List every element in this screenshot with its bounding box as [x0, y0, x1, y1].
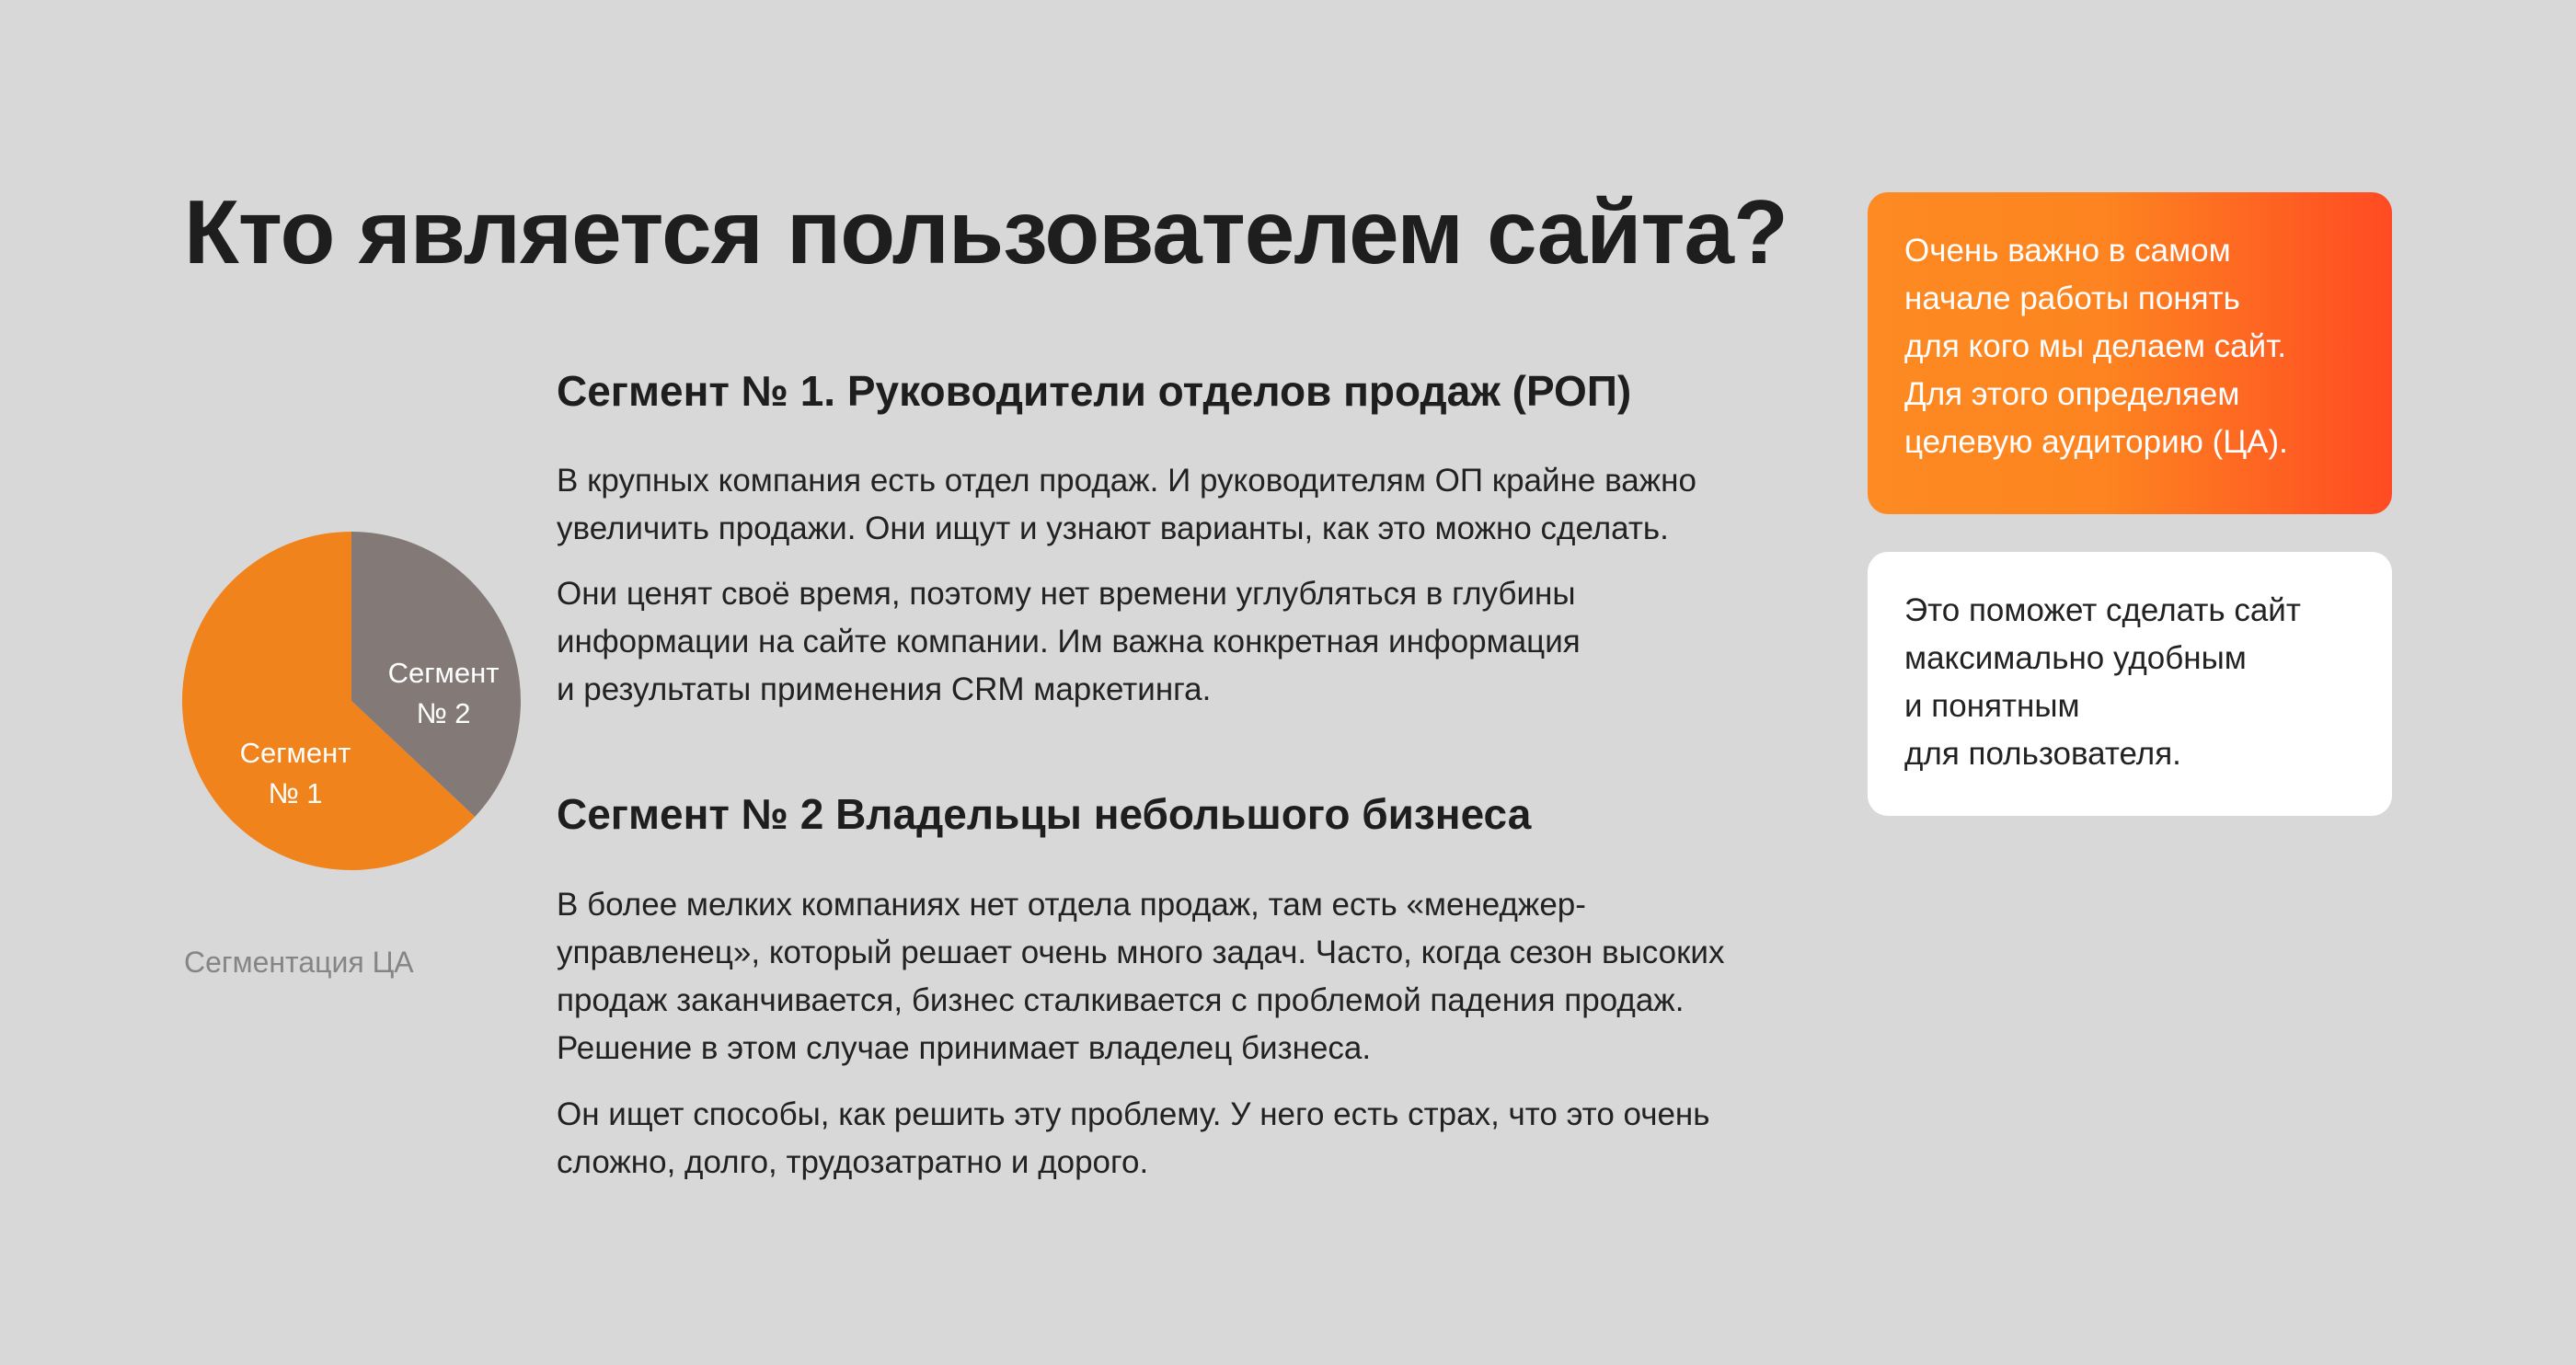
segment-1-paragraph-2: Они ценят своё время, поэтому нет времени углубляться в глубины информации на сайте компании. Им важна конкретная информация и результаты применения CRM маркетинга. [557, 576, 1581, 707]
segmentation-pie-chart [175, 524, 528, 882]
segment-2-heading: Сегмент № 2 Владельцы небольшого бизнеса [557, 790, 1532, 838]
segment-2-paragraph-2: Он ищет способы, как решить эту проблему. У него есть страх, что это очень сложно, долго, трудозатратно и дорого. [557, 1096, 1710, 1180]
segment-2-paragraph-1: В более мелких компаниях нет отдела продаж, там есть «менеджер- управленец», который решает очень много задач. Часто, когда сезон высоких продаж заканчивается, бизнес сталкивается с проблемой падения продаж. Решение в этом случае принимает владелец бизнеса. [557, 887, 1725, 1066]
info-card-white: Это поможет сделать сайт максимально удобным и понятным для пользователя. [1868, 552, 2392, 816]
pie-label-segment-1: Сегмент № 1 [239, 737, 351, 809]
info-card-orange: Очень важно в самом начале работы понять для кого мы делаем сайт. Для этого определяем целевую аудиторию (ЦА). [1868, 192, 2392, 514]
page-title: Кто является пользователем сайта? [184, 181, 1788, 282]
segment-1-heading: Сегмент № 1. Руководители отделов продаж (РОП) [557, 367, 1632, 415]
segment-1-paragraph-1: В крупных компания есть отдел продаж. И руководителям ОП крайне важно увеличить продажи. Они ищут и узнают варианты, как это можно сделать. [557, 463, 1696, 546]
chart-caption: Сегментация ЦА [184, 946, 414, 979]
pie-label-segment-2: Сегмент № 2 [387, 657, 500, 729]
